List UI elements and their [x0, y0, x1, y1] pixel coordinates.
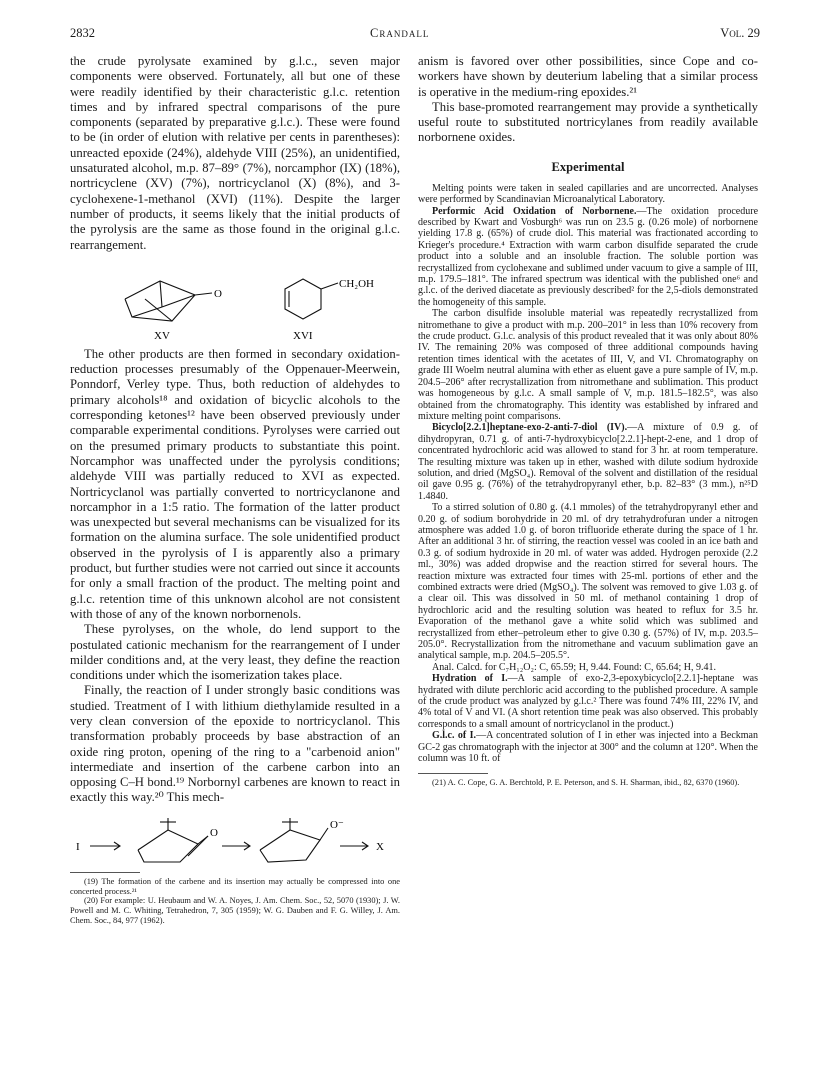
label-xv: XV [154, 329, 170, 342]
paragraph: Finally, the reaction of I under strongly basic conditions was studied. Treatment of I with lithium diethylamide resulted in a very clean conversion of the epoxide to nortricyclanol. This transformation probably proceeds by base abstraction of an oxide ring proton, opening of the ring to a "carbenoid anion" intermediate and insertion of the carbene carbon into an opposing C–H bond.¹⁹ Norbornyl carbenes are known to react in exactly this way.²⁰ This mech- [70, 683, 400, 805]
run-in-heading: G.l.c. of I. [432, 730, 477, 742]
right-column [418, 54, 758, 787]
paragraph [418, 422, 758, 502]
run-in-heading: Bicyclo[2.2.1]heptane-exo-2-anti-7-diol (IV). [432, 422, 628, 434]
run-in-heading: Hydration of I. [432, 673, 508, 685]
paragraph: To a stirred solution of 0.80 g. (4.1 mmoles) of the tetrahydropyranyl ether and 0.20 g. of sodium borohydride in 20 ml. of dry tetrahydrofuran under a nitrogen atmosphere was added 1.0 g. of boron trifluoride etherate during the space of 1 hr. After an additional 3 hr. of stirring, the reaction vessel was cooled in an ice bath and 0.3 g. of sodium hydroxide in 20 ml. of water was added. Hydrogen peroxide (2.2 ml., 30%) was added dropwise and the reaction stirred for several hours. The reaction mixture was extracted four times with 25-ml. portions of ether and the combined extracts were dried (MgSO₄). The solvent was removed to give 1.03 g. of a clear oil. This was dissolved in 50 ml. of methanol containing 1 drop of hydrochloric acid and the resulting solution was heated to reflux for 3.5 hr. Evaporation of the methanol gave a white solid which was sublimed and recrystallized from ether–petroleum ether to give 0.30 g. (57%) of IV, m.p. 203.5–205.0°. Recrystallization from the nitromethane and vacuum sublimation gave an analytical sample, m.p. 204.5–205.5°. [418, 502, 758, 662]
run-in-heading: Performic Acid Oxidation of Norbornene. [432, 205, 637, 217]
structures-xv-xvi-drawing [70, 259, 400, 343]
paragraph [418, 730, 758, 764]
footnote-19: (19) The formation of the carbene and its insertion may actually be compressed into one concerted process.²¹ [70, 876, 400, 896]
paragraph-body: —A sample of exo-2,3-epoxybicyclo[2.2.1]-heptane was hydrated with dilute perchloric acid according to the published procedure. A sample of the crude product was analyzed by g.l.c.² There was found 74% III, 22% IV, and 4% total of V and VI. (A short retention time peak was also observed. This probably corresponds to a small amount of nortricyclanol in the product.) [418, 673, 758, 730]
structures-xv-xvi [70, 259, 400, 343]
paragraph: Melting points were taken in sealed capillaries and are uncorrected. Analyses were performed by Scandinavian Microanalytical Laboratory. [418, 182, 758, 206]
paragraph: These pyrolyses, on the whole, do lend support to the postulated cationic mechanism for the rearrangement of I under milder conditions and, at the very least, they define the reaction conditions under which the isomerization takes place. [70, 622, 400, 683]
left-column [70, 54, 400, 926]
paragraph-body: —A concentrated solution of I in ether was injected into a Beckman GC-2 gas chromatograph with the injector at 300° and the column at 120°. When the column was 10 ft. of [418, 730, 758, 765]
section-title: Experimental [551, 159, 625, 174]
footnote-rule [70, 872, 140, 873]
paragraph [418, 206, 758, 309]
label-xvi: XVI [293, 329, 313, 342]
paragraph: This base-promoted rearrangement may provide a synthetically useful route to substituted nortricylanes from readily available norbornene oxides. [418, 99, 758, 145]
label-o-minus: O⁻ [330, 818, 344, 831]
volume-label: Vol. 29 [720, 26, 760, 40]
paragraph-body: —A mixture of 0.9 g. of dihydropyran, 0.71 g. of anti-7-hydroxybicyclo[2.2.1]-hept-2-ene, and 1 drop of concentrated hydrochloric acid was allowed to stand for 3 hr. at room temperature. The resulting mixture was taken up in ether, washed with dilute sodium hydroxide solution, and dried (MgSO₄). Removal of the solvent and distillation of the residual oil gave 0.95 g. (76%) of the tetrahydropyranyl ether, b.p. 82–83° (3 mm.), n²⁵D 1.4840. [418, 422, 759, 502]
footnote-rule [418, 773, 488, 774]
paragraph: the crude pyrolysate examined by g.l.c., seven major components were observed. Fortunately, all but one of these were readily identified by their characteristic g.l.c. retention times and by infrared spectral comparisons of the pure components (separated by preparative g.l.c.). These were found to be (in order of elution with relative per cents in parentheses): unreacted epoxide (24%), aldehyde VIII (25%), an unidentified, unsaturated alcohol, m.p. 87–89° (7%), norcamphor (IX) (18%), nortricyclene (XV) (7%), nortricyclanol (X) (8%), and 3-cyclohexene-1-methanol (XVI) (11%). Despite the larger number of products, it seems likely that the initial products of the pyrolysis are the same as those found in the original g.l.c. rearrangement. [70, 54, 400, 252]
structures-i-to-x-drawing [70, 810, 400, 868]
paragraph: anism is favored over other possibilities, since Cope and co-workers have shown by deuterium labeling that a similar process is operative in the medium-ring epoxides.²¹ [418, 54, 758, 99]
paragraph [418, 673, 758, 730]
footnote-20: (20) For example: U. Heubaum and W. A. Noyes, J. Am. Chem. Soc., 52, 5070 (1930); J. W. Powell and M. C. Whiting, Tetrahedron, 7, 305 (1959); W. G. Dauben and F. G. Willey, J. Am. Chem. Soc., 84, 977 (1962). [70, 896, 400, 925]
paragraph: The other products are then formed in secondary oxidation-reduction processes presumably of the Oppenauer-Meerwein, Ponndorf, Verley type. Thus, both reduction of aldehydes to primary alcohols¹⁸ and oxidation of bicyclic alcohols to the corresponding ketones¹² have been observed previously under comparable experimental conditions. Pyrolyses were carried out on the presumed primary products to substantiate this point. Norcamphor was unaffected under the pyrolysis conditions; aldehyde VIII was partially reduced to XVI as expected. Nortricyclanol was partially converted to nortricyclanone and norcamphor in a 1:5 ratio. The formation of the latter product was unexpected but several mechanisms can be visualized for its formation on the alumina surface. The sole unidentified product observed in the pyrolysis of I is apparently also a primary product, but further studies were not carried out since it accounts for only a small fraction of the product. The melting point and g.l.c. retention time of this unknown alcohol are not consistent with those of any of the known norbornenols. [70, 346, 400, 621]
label-o: O [214, 287, 222, 300]
paragraph-body: —The oxidation procedure described by Kwart and Vosburgh⁶ was run on 23.5 g. (0.26 mole) of norbornene yielding 17.8 g. (65%) of crude diol. This material was fractionated according to Krieger's procedure.⁴ Extraction with warm carbon disulfide separated the crude product into a soluble and an insoluble fraction. The soluble portion was recrystallized from cyclohexane and sublimed under vacuum to give a sample of III, m.p. 179.5–181°. The infrared spectrum was identical with the published one⁶ and g.l.c. of the derived diacetate as previously described² for the 2,5-diols demonstrated the homogeneity of this sample. [418, 205, 759, 308]
structures-i-to-x [70, 810, 400, 868]
label-ch2oh: CH₂OH [339, 277, 375, 290]
label-x: X [376, 840, 384, 853]
label-i: I [76, 840, 80, 853]
label-o: O [210, 826, 218, 839]
running-author: Crandall [370, 26, 430, 40]
paragraph: The carbon disulfide insoluble material was repeatedly recrystallized from nitromethane to give a product with m.p. 200–201° in less than 10% recovery from the crude product. G.l.c. analysis of this product revealed that it was only about 80% IV. The remaining 20% was composed of three additional compounds having retention times identical with the acetates of III, V, and VI. Chromatography on grade III Woelm neutral alumina with ether as eluent gave a pure sample of IV, m.p. 204.5–206° after recrystallization from nitromethane and sublimation. This product was homogeneous by g.l.c. A small sample of V, m.p. 181.5–182.5°, was also obtained from the chromatography. This identity was established by infrared and mixture melting point comparisons. [418, 308, 758, 422]
page-number: 2832 [70, 26, 95, 40]
paragraph: Anal. Calcd. for C₇H₁₂O₂: C, 65.59; H, 9.44. Found: C, 65.64; H, 9.41. [432, 661, 716, 673]
page-header [70, 26, 760, 44]
footnote-21: (21) A. C. Cope, G. A. Berchtold, P. E. Peterson, and S. H. Sharman, ibid., 82, 6370 (1960). [432, 777, 740, 787]
